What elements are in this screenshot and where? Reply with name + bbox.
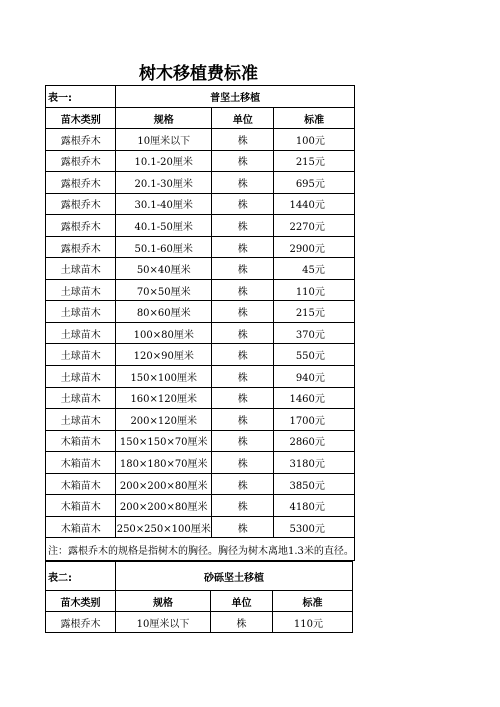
section-title: 砂砾坚土移植 xyxy=(116,562,353,591)
unit-cell: 株 xyxy=(212,172,274,194)
category-cell: 木箱苗木 xyxy=(46,473,116,495)
unit-cell: 株 xyxy=(212,452,274,474)
unit-cell: 株 xyxy=(212,301,274,323)
category-cell: 土球苗木 xyxy=(46,409,116,431)
table-row xyxy=(46,129,355,151)
table-row xyxy=(46,430,355,452)
table-row xyxy=(46,258,355,280)
category-cell: 露根乔木 xyxy=(46,150,116,172)
note-row xyxy=(46,538,355,561)
category-cell: 露根乔木 xyxy=(46,612,116,633)
category-cell: 土球苗木 xyxy=(46,366,116,388)
table-row xyxy=(46,366,355,388)
price-cell: 2860元 xyxy=(274,430,355,452)
price-cell: 215元 xyxy=(274,150,355,172)
table-row xyxy=(46,344,355,366)
category-cell: 露根乔木 xyxy=(46,172,116,194)
unit-cell: 株 xyxy=(212,193,274,215)
spec-cell: 10厘米以下 xyxy=(116,612,211,633)
category-cell: 木箱苗木 xyxy=(46,452,116,474)
price-cell: 1440元 xyxy=(274,193,355,215)
spec-cell: 40.1-50厘米 xyxy=(116,215,212,237)
spec-cell: 200×200×80厘米 xyxy=(116,473,212,495)
price-cell: 215元 xyxy=(274,301,355,323)
category-cell: 露根乔木 xyxy=(46,129,116,151)
table-row xyxy=(46,409,355,431)
price-cell: 1460元 xyxy=(274,387,355,409)
price-cell: 45元 xyxy=(274,258,355,280)
column-header-spec: 规格 xyxy=(116,591,211,612)
table-2 xyxy=(45,561,353,633)
price-cell: 3850元 xyxy=(274,473,355,495)
price-cell: 695元 xyxy=(274,172,355,194)
price-cell: 370元 xyxy=(274,322,355,344)
table-1 xyxy=(45,85,355,561)
price-cell: 110元 xyxy=(273,612,353,633)
spec-cell: 180×180×70厘米 xyxy=(116,452,212,474)
price-cell: 2900元 xyxy=(274,236,355,258)
spec-cell: 250×250×100厘米 xyxy=(116,516,212,538)
table-row xyxy=(46,612,353,633)
unit-cell: 株 xyxy=(212,215,274,237)
column-header-category: 苗木类别 xyxy=(46,591,116,612)
unit-cell: 株 xyxy=(212,344,274,366)
table-label: 表一: xyxy=(46,86,116,108)
table-row xyxy=(46,516,355,538)
category-cell: 露根乔木 xyxy=(46,215,116,237)
price-cell: 4180元 xyxy=(274,495,355,517)
unit-cell: 株 xyxy=(212,236,274,258)
category-cell: 土球苗木 xyxy=(46,344,116,366)
spec-cell: 120×90厘米 xyxy=(116,344,212,366)
category-cell: 露根乔木 xyxy=(46,236,116,258)
spec-cell: 80×60厘米 xyxy=(116,301,212,323)
spec-cell: 30.1-40厘米 xyxy=(116,193,212,215)
section-title: 普坚土移植 xyxy=(116,86,354,108)
category-cell: 土球苗木 xyxy=(46,387,116,409)
spec-cell: 10厘米以下 xyxy=(116,129,212,151)
category-cell: 土球苗木 xyxy=(46,322,116,344)
spec-cell: 50.1-60厘米 xyxy=(116,236,212,258)
unit-cell: 株 xyxy=(211,612,273,633)
spec-cell: 10.1-20厘米 xyxy=(116,150,212,172)
unit-cell: 株 xyxy=(212,495,274,517)
table-row xyxy=(46,172,355,194)
unit-cell: 株 xyxy=(212,279,274,301)
table-note: 注：露根乔木的规格是指树木的胸径。胸径为树木离地1.3米的直径。 xyxy=(46,538,355,561)
table-row xyxy=(46,322,355,344)
table-row xyxy=(46,387,355,409)
column-header-price: 标准 xyxy=(273,591,353,612)
unit-cell: 株 xyxy=(212,430,274,452)
column-header-unit: 单位 xyxy=(212,108,274,129)
unit-cell: 株 xyxy=(212,258,274,280)
category-cell: 露根乔木 xyxy=(46,193,116,215)
category-cell: 木箱苗木 xyxy=(46,516,116,538)
column-header-unit: 单位 xyxy=(211,591,273,612)
price-cell: 940元 xyxy=(274,366,355,388)
table-row xyxy=(46,452,355,474)
spec-cell: 160×120厘米 xyxy=(116,387,212,409)
page-title: 树木移植费标准 xyxy=(139,64,258,84)
table-row xyxy=(46,150,355,172)
table-row xyxy=(46,236,355,258)
table-row xyxy=(46,301,355,323)
price-cell: 100元 xyxy=(274,129,355,151)
category-cell: 土球苗木 xyxy=(46,258,116,280)
price-cell: 5300元 xyxy=(274,516,355,538)
unit-cell: 株 xyxy=(212,322,274,344)
category-cell: 土球苗木 xyxy=(46,301,116,323)
price-cell: 110元 xyxy=(274,279,355,301)
price-cell: 3180元 xyxy=(274,452,355,474)
table-row xyxy=(46,495,355,517)
price-cell: 550元 xyxy=(274,344,355,366)
column-header-category: 苗木类别 xyxy=(46,108,116,129)
spec-cell: 50×40厘米 xyxy=(116,258,212,280)
unit-cell: 株 xyxy=(212,387,274,409)
category-cell: 土球苗木 xyxy=(46,279,116,301)
spec-cell: 20.1-30厘米 xyxy=(116,172,212,194)
column-header-spec: 规格 xyxy=(116,108,212,129)
price-cell: 1700元 xyxy=(274,409,355,431)
table-row xyxy=(46,473,355,495)
spec-cell: 100×80厘米 xyxy=(116,322,212,344)
unit-cell: 株 xyxy=(212,150,274,172)
table-row xyxy=(46,215,355,237)
table-row xyxy=(46,193,355,215)
spec-cell: 150×100厘米 xyxy=(116,366,212,388)
unit-cell: 株 xyxy=(212,129,274,151)
category-cell: 木箱苗木 xyxy=(46,430,116,452)
unit-cell: 株 xyxy=(212,366,274,388)
unit-cell: 株 xyxy=(212,409,274,431)
table-label: 表二: xyxy=(46,562,116,591)
column-header-price: 标准 xyxy=(274,108,355,129)
spec-cell: 70×50厘米 xyxy=(116,279,212,301)
unit-cell: 株 xyxy=(212,516,274,538)
price-cell: 2270元 xyxy=(274,215,355,237)
spec-cell: 150×150×70厘米 xyxy=(116,430,212,452)
table-row xyxy=(46,279,355,301)
spec-cell: 200×200×80厘米 xyxy=(116,495,212,517)
spec-cell: 200×120厘米 xyxy=(116,409,212,431)
category-cell: 木箱苗木 xyxy=(46,495,116,517)
unit-cell: 株 xyxy=(212,473,274,495)
